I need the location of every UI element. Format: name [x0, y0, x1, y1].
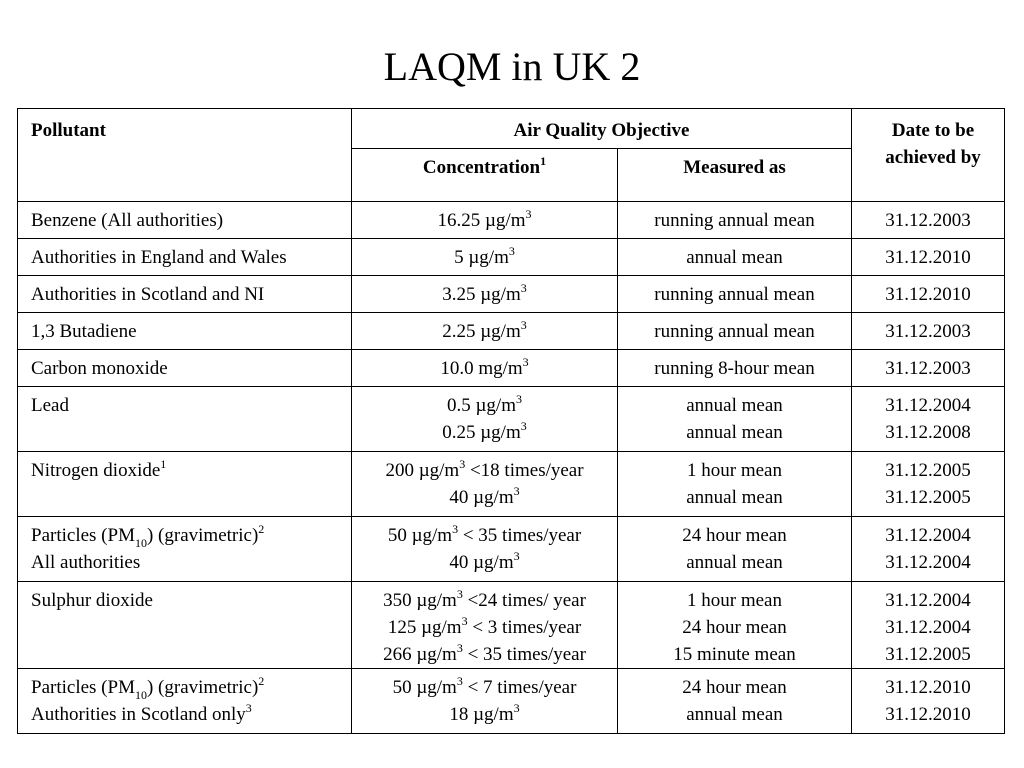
- pollutant-cell: [18, 517, 352, 582]
- concentration-cell: [352, 669, 618, 734]
- date-cell-line: 31.12.2004: [885, 617, 971, 638]
- measured-as-cell-line: 24 hour mean: [682, 525, 787, 546]
- header-concentration: [352, 149, 618, 202]
- date-cell-line: 31.12.2005: [885, 487, 971, 508]
- concentration-cell: [352, 202, 618, 239]
- concentration-cell-line: 0.5 $\mu g/m^3$: [446, 391, 522, 416]
- date-cell: [852, 350, 1005, 387]
- pollutant-cell-line: 1,3 Butadiene: [31, 321, 137, 342]
- air-quality-objectives-table: [17, 108, 1005, 734]
- date-cell: [852, 669, 1005, 734]
- measured-as-cell-line: 1 hour mean: [687, 590, 782, 611]
- measured-as-cell-line: 24 hour mean: [682, 677, 787, 698]
- concentration-cell-line: 16.25 $\mu g/m^3$: [437, 206, 532, 231]
- concentration-cell-line: 40 $\mu g/m^3$: [449, 548, 520, 573]
- date-cell: [852, 387, 1005, 452]
- measured-as-cell: [618, 452, 852, 517]
- table-row: [18, 669, 1005, 734]
- date-cell-line: 31.12.2005: [885, 460, 971, 481]
- date-cell: [852, 202, 1005, 239]
- table-row: [18, 582, 1005, 669]
- concentration-cell-line: 18 $\mu g/m^3$: [449, 700, 520, 725]
- pollutant-cell: [18, 669, 352, 734]
- measured-as-cell: [618, 313, 852, 350]
- measured-as-cell-line: annual mean: [686, 422, 783, 443]
- measured-as-cell-line: annual mean: [686, 552, 783, 573]
- measured-as-cell-line: annual mean: [686, 395, 783, 416]
- header-date: Date to be achieved by: [852, 109, 1005, 202]
- table-row: [18, 452, 1005, 517]
- concentration-cell: [352, 276, 618, 313]
- pollutant-cell: [18, 239, 352, 276]
- concentration-cell-line: 50 $\mu g/m^3 < 7$ times/year: [392, 673, 577, 698]
- pollutant-cell-line: Carbon monoxide: [31, 358, 168, 379]
- date-cell: [852, 452, 1005, 517]
- pollutant-cell-line: Authorities in England and Wales: [31, 247, 287, 268]
- concentration-cell-line: 125 $\mu g/m^3 < 3$ times/year: [387, 613, 582, 638]
- measured-as-cell: [618, 239, 852, 276]
- measured-as-cell: [618, 669, 852, 734]
- measured-as-cell: [618, 517, 852, 582]
- measured-as-cell-line: running annual mean: [654, 321, 815, 342]
- table-row: [18, 276, 1005, 313]
- date-cell-line: 31.12.2010: [885, 677, 971, 698]
- concentration-cell: [352, 387, 618, 452]
- date-cell-line: 31.12.2003: [885, 358, 971, 379]
- measured-as-cell-line: 15 minute mean: [673, 644, 796, 665]
- measured-as-cell: [618, 202, 852, 239]
- pollutant-cell: [18, 582, 352, 669]
- date-cell-line: 31.12.2005: [885, 644, 971, 665]
- table-row: [18, 387, 1005, 452]
- measured-as-cell: [618, 276, 852, 313]
- date-cell-line: 31.12.2010: [885, 247, 971, 268]
- date-cell-line: 31.12.2010: [885, 284, 971, 305]
- header-pollutant: Pollutant: [18, 109, 352, 202]
- pollutant-cell-line: Nitrogen dioxide$^1$: [31, 456, 167, 481]
- measured-as-cell-line: annual mean: [686, 704, 783, 725]
- date-cell-line: 31.12.2003: [885, 321, 971, 342]
- pollutant-cell-line: Authorities in Scotland and NI: [31, 284, 265, 305]
- concentration-cell-line: 3.25 $\mu g/m^3$: [442, 280, 527, 305]
- measured-as-cell-line: running 8-hour mean: [654, 358, 815, 379]
- pollutant-cell-line: Benzene (All authorities): [31, 210, 224, 231]
- date-cell: [852, 276, 1005, 313]
- measured-as-cell-line: annual mean: [686, 487, 783, 508]
- date-cell: [852, 313, 1005, 350]
- concentration-cell-line: 200 $\mu g/m^3 <18$ times/year: [385, 456, 584, 481]
- date-cell-line: 31.12.2008: [885, 422, 971, 443]
- measured-as-cell-line: running annual mean: [654, 284, 815, 305]
- pollutant-cell: [18, 313, 352, 350]
- concentration-cell: [352, 582, 618, 669]
- header-air-quality-objective: Air Quality Objective: [352, 109, 852, 149]
- pollutant-cell: [18, 452, 352, 517]
- pollutant-cell: [18, 202, 352, 239]
- pollutant-cell-line: Lead: [31, 395, 69, 416]
- header-concentration-label: Concentration: [422, 157, 541, 178]
- table-row: [18, 350, 1005, 387]
- concentration-cell-line: 5 $\mu g/m^3$: [454, 243, 515, 268]
- pollutant-cell-line: Particles $(PM_{10})$ (gravimetric)$^2$: [31, 673, 265, 702]
- concentration-cell-line: 10.0 $mg/m^3$: [440, 354, 529, 379]
- table-row: [18, 313, 1005, 350]
- concentration-cell-line: 266 $\mu g/m^3 < 35$ times/year: [383, 640, 586, 665]
- table-row: [18, 517, 1005, 582]
- measured-as-cell-line: 24 hour mean: [682, 617, 787, 638]
- date-cell-line: 31.12.2004: [885, 395, 971, 416]
- concentration-cell: [352, 239, 618, 276]
- measured-as-cell-line: annual mean: [686, 247, 783, 268]
- concentration-cell-line: 2.25 $\mu g/m^3$: [442, 317, 527, 342]
- concentration-cell: [352, 350, 618, 387]
- measured-as-cell: [618, 582, 852, 669]
- date-cell: [852, 582, 1005, 669]
- pollutant-cell: [18, 387, 352, 452]
- measured-as-cell-line: 1 hour mean: [687, 460, 782, 481]
- table-row: [18, 239, 1005, 276]
- date-cell-line: 31.12.2004: [885, 525, 971, 546]
- table-row: [18, 202, 1005, 239]
- concentration-cell-line: 0.25 $\mu g/m^3$: [442, 418, 527, 443]
- date-cell-line: 31.12.2004: [885, 590, 971, 611]
- concentration-cell: [352, 452, 618, 517]
- date-cell-line: 31.12.2010: [885, 704, 971, 725]
- pollutant-cell: [18, 350, 352, 387]
- page-title: LAQM in UK 2: [383, 44, 641, 89]
- date-cell: [852, 239, 1005, 276]
- concentration-cell: [352, 517, 618, 582]
- concentration-cell: [352, 313, 618, 350]
- concentration-cell-line: 350 $\mu g/m^3 <24$ times/ year: [383, 586, 586, 611]
- date-cell-line: 31.12.2003: [885, 210, 971, 231]
- header-concentration-footnote: 1: [540, 153, 547, 168]
- measured-as-cell: [618, 350, 852, 387]
- pollutant-cell-line: Sulphur dioxide: [31, 590, 153, 611]
- concentration-cell-line: 50 $\mu g/m^3 < 35$ times/year: [387, 521, 582, 546]
- pollutant-cell-line: Authorities in Scotland only$^3$: [31, 700, 252, 725]
- measured-as-cell-line: running annual mean: [654, 210, 815, 231]
- date-cell: [852, 517, 1005, 582]
- pollutant-cell-line: Particles $(PM_{10})$ (gravimetric)$^2$: [31, 521, 265, 550]
- concentration-cell-line: 40 $\mu g/m^3$: [449, 483, 520, 508]
- pollutant-cell: [18, 276, 352, 313]
- measured-as-cell: [618, 387, 852, 452]
- header-measured-as: Measured as: [618, 149, 852, 202]
- date-cell-line: 31.12.2004: [885, 552, 971, 573]
- pollutant-cell-line: All authorities: [31, 552, 141, 573]
